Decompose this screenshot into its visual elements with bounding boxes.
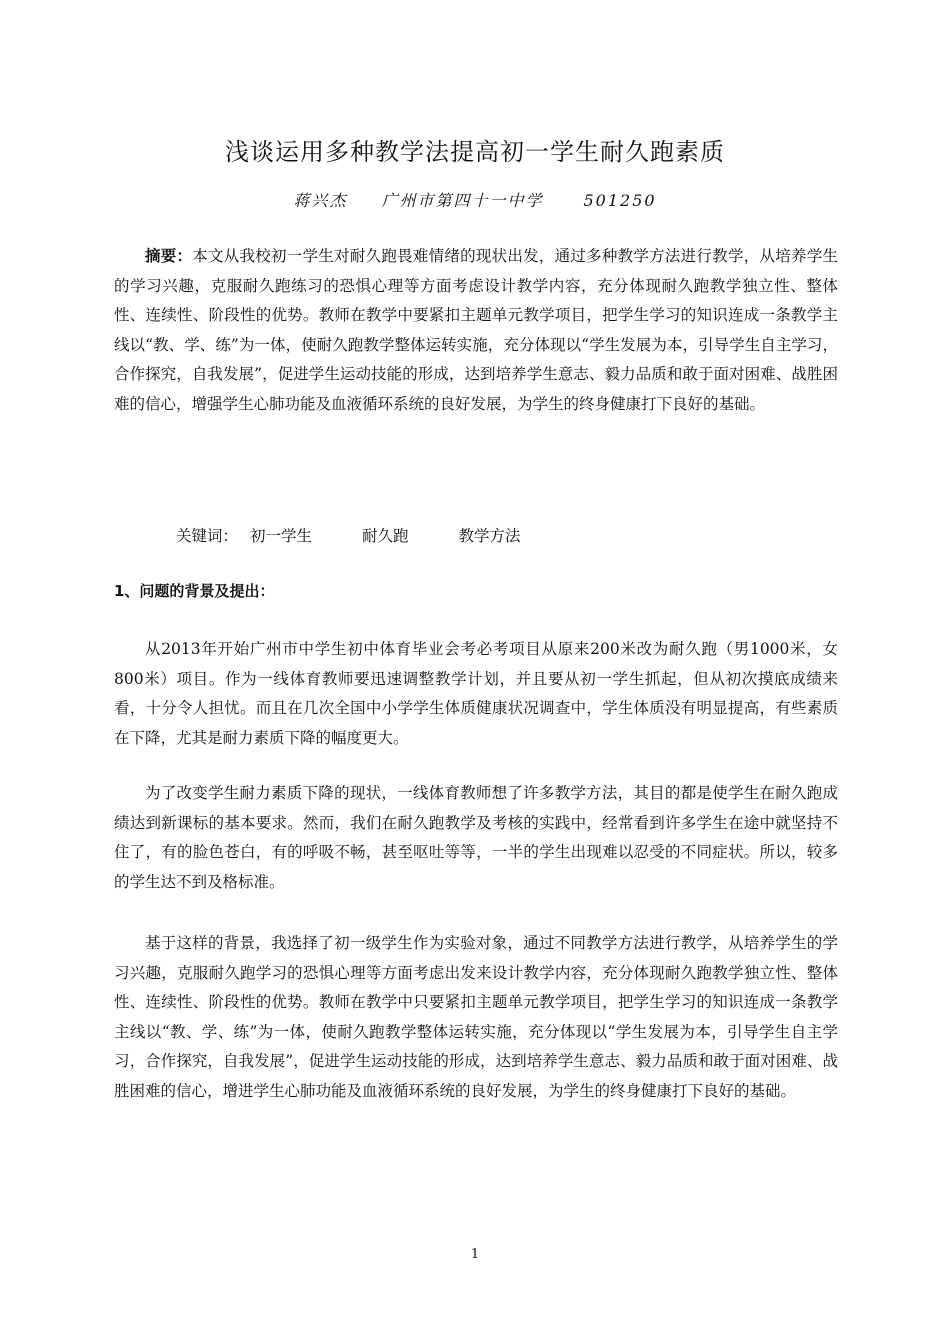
abstract-label: 摘要：	[145, 247, 193, 265]
abstract-paragraph	[114, 242, 838, 420]
keyword-item: 教学方法	[458, 527, 521, 545]
keywords-label: 关键词：	[176, 527, 239, 545]
body-paragraph: 基于这样的背景，我选择了初一级学生作为实验对象，通过不同教学方法进行教学，从培养学生的学习兴趣，克服耐久跑学习的恐惧心理等方面考虑出发来设计教学内容，充分体现耐久跑教学独立性、整体性、连续性、阶段性的优势。教师在教学中只要紧扣主题单元教学项目，把学生学习的知识连成一条教学主线以“教、学、练”为一体，使耐久跑教学整体运转实施，充分体现以“学生发展为本，引导学生自主学习，合作探究，自我发展”，促进学生运动技能的形成，达到培养学生意志、毅力品质和敢于面对困难、战胜困难的信心，增进学生心肺功能及血液循环系统的良好发展，为学生的终身健康打下良好的基础。	[114, 934, 838, 1100]
keyword-item: 耐久跑	[362, 527, 409, 545]
school-name: 广州市第四十一中学	[381, 191, 544, 210]
author-name: 蒋兴杰	[293, 191, 348, 210]
byline	[0, 188, 950, 211]
body-paragraph: 从2013年开始广州市中学生初中体育毕业会考必考项目从原来200米改为耐久跑（男1000米，女800米）项目。作为一线体育教师要迅速调整教学计划，并且要从初一学生抓起，但从初次摸底成绩来看，十分令人担忧。而且在几次全国中小学学生体质健康状况调查中，学生体质没有明显提高，有些素质在下降，尤其是耐力素质下降的幅度更大。	[114, 640, 838, 747]
postcode: 501250	[583, 191, 657, 210]
section-heading: 1、问题的背景及提出：	[114, 582, 275, 600]
keyword-item: 初一学生	[250, 527, 313, 545]
body-paragraph: 为了改变学生耐力素质下降的现状，一线体育教师想了许多教学方法，其目的都是使学生在耐久跑成绩达到新课标的基本要求。然而，我们在耐久跑教学及考核的实践中，经常看到许多学生在途中就坚持不住了，有的脸色苍白，有的呼吸不畅，甚至呕吐等等，一半的学生出现难以忍受的不同症状。所以，较多的学生达不到及格标准。	[114, 784, 838, 891]
abstract-text: 本文从我校初一学生对耐久跑畏难情绪的现状出发，通过多种教学方法进行教学，从培养学生的学习兴趣，克服耐久跑练习的恐惧心理等方面考虑设计教学内容，充分体现耐久跑教学独立性、整体性、连续性、阶段性的优势。教师在教学中要紧扣主题单元教学项目，把学生学习的知识连成一条教学主线以“教、学、练”为一体，使耐久跑教学整体运转实施，充分体现以“学生发展为本，引导学生自主学习，合作探究，自我发展”，促进学生运动技能的形成，达到培养学生意志、毅力品质和敢于面对困难、战胜困难的信心，增强学生心肺功能及血液循环系统的良好发展，为学生的终身健康打下良好的基础。	[114, 247, 838, 413]
page-number: 1	[470, 1247, 480, 1262]
keywords-line	[176, 524, 521, 546]
document-title: 浅谈运用多种教学法提高初一学生耐久跑素质	[225, 138, 725, 166]
